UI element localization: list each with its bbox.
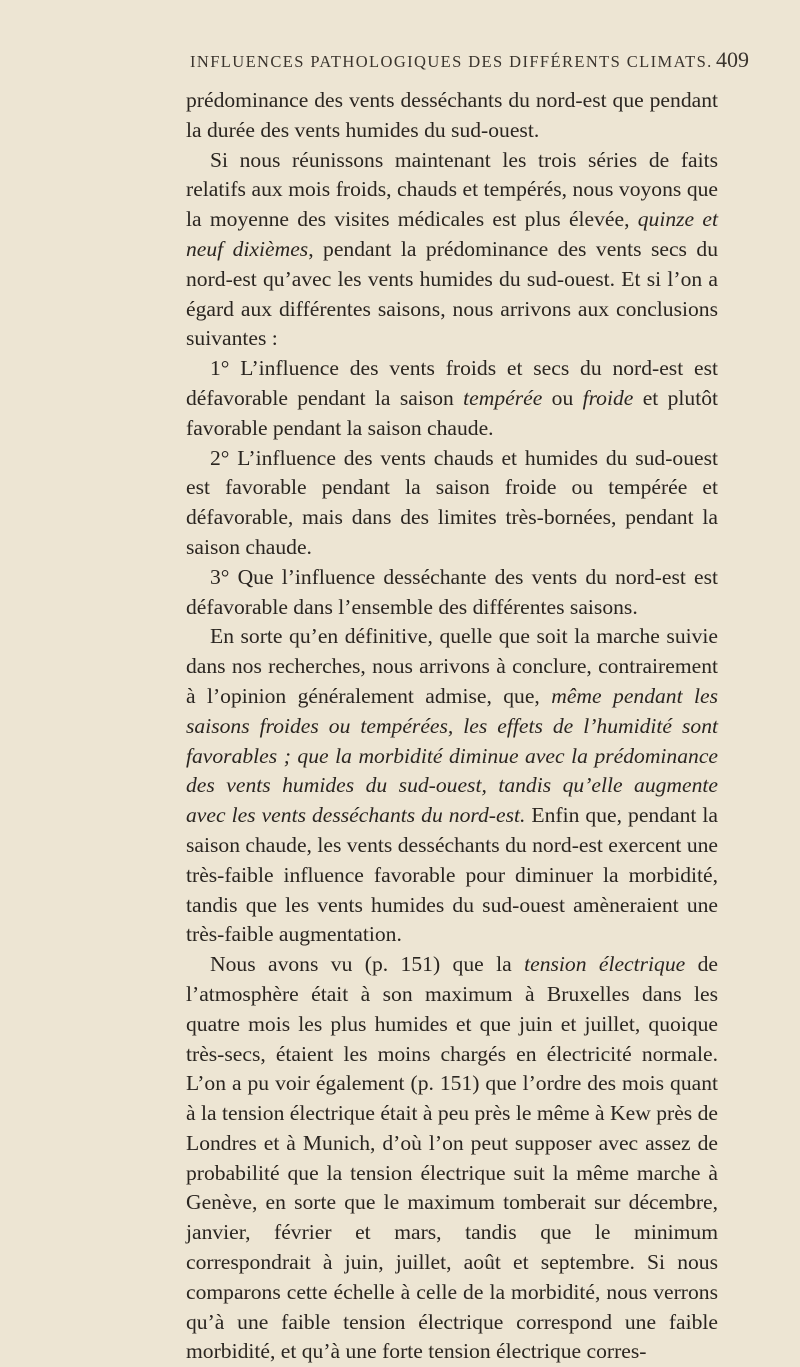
conclusion-1: 1° L’influence des vents froids et secs du nord-est est défavorable pendant la saison tempérée ou froide et plutôt favorable pendant la saison chaude. [186,356,718,440]
running-head: INFLUENCES PATHOLOGIQUES DES DIFFÉRENTS CLIMATS. [190,52,713,71]
emphasis: tempérée [463,385,543,410]
emphasis: même pendant les saisons froides ou tempérées, les effets de l’humidité sont favorables ; que la morbidité diminue avec la prédominance des vents humides du sud-ouest, tandis qu’elle augmente avec les vents desséchants du nord-est. [186,683,718,828]
emphasis: tension électrique [524,952,686,977]
paragraph-definitive: En sorte qu’en définitive, quelle que soit la marche suivie dans nos recherches, nous arrivons à conclure, contrairement à l’opinion généralement admise, que, même pendant les saisons froides ou tempérées, les effets de l’humidité sont favorables ; que la morbidité diminue avec la prédominance des vents humides du sud-ouest, tandis qu’elle augmente avec les vents desséchants du nord-est. Enfin que, pendant la saison chaude, les vents desséchants du nord-est exercent une très-faible influence favorable pour diminuer la morbidité, tandis que les vents humides du sud-ouest amèneraient une très-faible augmentation. [186,624,718,947]
body-text [186,86,718,1367]
emphasis: quinze et neuf dixièmes [186,207,718,261]
paragraph-continuation: prédominance des vents desséchants du nord-est que pendant la durée des vents humides du sud-ouest. [186,88,718,142]
emphasis: froide [582,385,634,410]
paragraph-summary: Si nous réunissons maintenant les trois séries de faits relatifs aux mois froids, chauds et tempérés, nous voyons que la moyenne des visites médicales est plus élevée, quinze et neuf dixièmes, pendant la prédominance des vents secs du nord-est qu’avec les vents humides du sud-ouest. Et si l’on a égard aux différentes saisons, nous arrivons aux conclusions suivantes : [186,147,718,351]
conclusion-2: 2° L’influence des vents chauds et humides du sud-ouest est favorable pendant la saison froide ou tempérée et défavorable, mais dans des limites très-bornées, pendant la saison chaude. [186,445,718,559]
paragraph-electric-tension: Nous avons vu (p. 151) que la tension électrique de l’atmosphère était à son maximum à Bruxelles dans les quatre mois les plus humides et que juin et juillet, quoique très-secs, étaient les moins chargés en électricité normale. L’on a pu voir également (p. 151) que l’ordre des mois quant à la tension électrique était à peu près le même à Kew près de Londres et à Munich, d’où l’on peut supposer avec assez de probabilité que la tension électrique suit la même marche à Genève, en sorte que le maximum tomberait sur décembre, janvier, février et mars, tandis que le minimum correspondrait à juin, juillet, août et septembre. Si nous comparons cette échelle à celle de la morbidité, nous verrons qu’à une faible tension électrique correspond une faible morbidité, et qu’à une forte tension électrique corres- [186,952,719,1364]
conclusion-3: 3° Que l’influence desséchante des vents du nord-est est défavorable dans l’ensemble des différentes saisons. [186,564,718,619]
page-number: 409 [716,47,749,72]
